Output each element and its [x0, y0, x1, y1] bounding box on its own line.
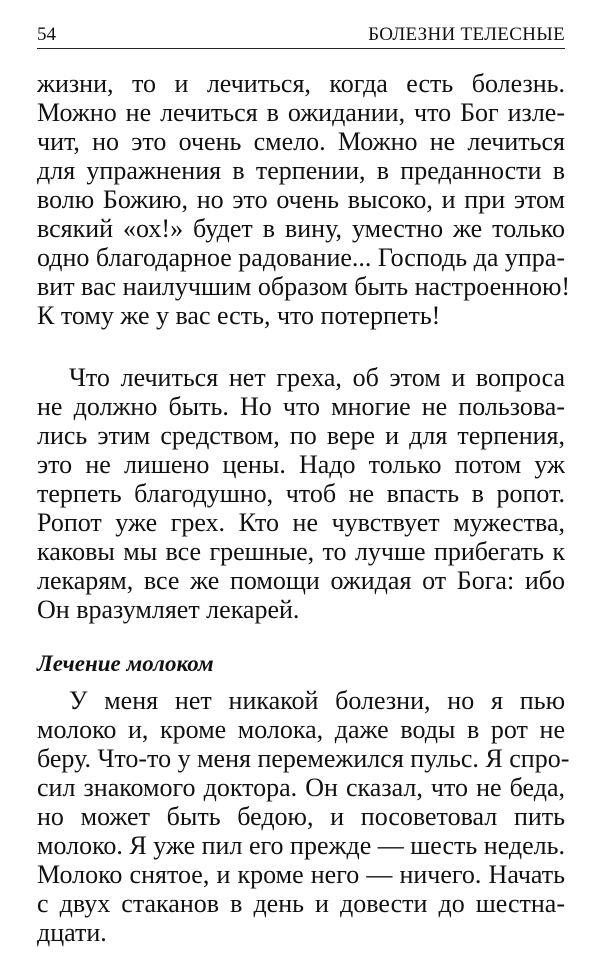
- text-line: каковы мы все грешные, то лучше прибегать к: [37, 537, 565, 566]
- text-line: всякий «ох!» будет в вину, уместно же только: [37, 214, 565, 243]
- running-header: [37, 22, 565, 49]
- text-line: Можно не лечиться в ожидании, что Бог изле-: [37, 98, 565, 127]
- text-line: не должно быть. Но что многие не пользова-: [37, 392, 565, 421]
- page-number: 54: [37, 24, 56, 45]
- text-line: с двух стаканов в день и довести до шестна-: [37, 889, 565, 918]
- text-line: Молоко снятое, и кроме него — ничего. Начать: [37, 860, 565, 889]
- text-line: терпеть благодушно, чтоб не впасть в ропот.: [37, 479, 565, 508]
- paragraph-1: [37, 69, 571, 330]
- text-line: одно благодарное радование... Господь да упра-: [37, 243, 565, 272]
- text-line: вит вас наилучшим образом быть настроенною!: [37, 272, 571, 301]
- text-line: Он вразумляет лекарей.: [37, 595, 300, 624]
- running-title: БОЛЕЗНИ ТЕЛЕСНЫЕ: [368, 24, 565, 45]
- text-line: дцати.: [37, 918, 107, 947]
- text-line: молоко и, кроме молока, даже воды в рот не: [37, 715, 565, 744]
- text-line: Что лечиться нет греха, об этом и вопроса: [69, 363, 565, 392]
- text-line: это не лишено цены. Надо только потом уж: [37, 450, 565, 479]
- paragraph-2: [37, 363, 565, 624]
- section-heading: Лечение молоком: [37, 651, 214, 676]
- text-line: волю Божию, но это очень высоко, и при этом: [37, 185, 565, 214]
- text-line: лекарям, все же помощи ожидая от Бога: ибо: [37, 566, 565, 595]
- text-line: У меня нет никакой болезни, но я пью: [69, 686, 565, 715]
- text-line: для упражнения в терпении, в преданности в: [37, 156, 565, 185]
- text-line: Ропот уже грех. Кто не чувствует мужества,: [37, 508, 565, 537]
- text-line: К тому же у вас есть, что потерпеть!: [37, 301, 441, 330]
- text-line: чит, но это очень смело. Можно не лечиться: [37, 127, 565, 156]
- text-line: беру. Что-то у меня перемежился пульс. Я спро-: [37, 744, 570, 773]
- text-line: сил знакомого доктора. Он сказал, что не беда,: [37, 773, 565, 802]
- text-line: но может быть бедою, и посоветовал пить: [37, 802, 565, 831]
- text-line: лись этим средством, по вере и для терпения,: [37, 421, 565, 450]
- text-line: жизни, то и лечиться, когда есть болезнь.: [37, 69, 565, 98]
- paragraph-3: [37, 686, 570, 947]
- text-line: молоко. Я уже пил его прежде — шесть недель.: [37, 831, 565, 860]
